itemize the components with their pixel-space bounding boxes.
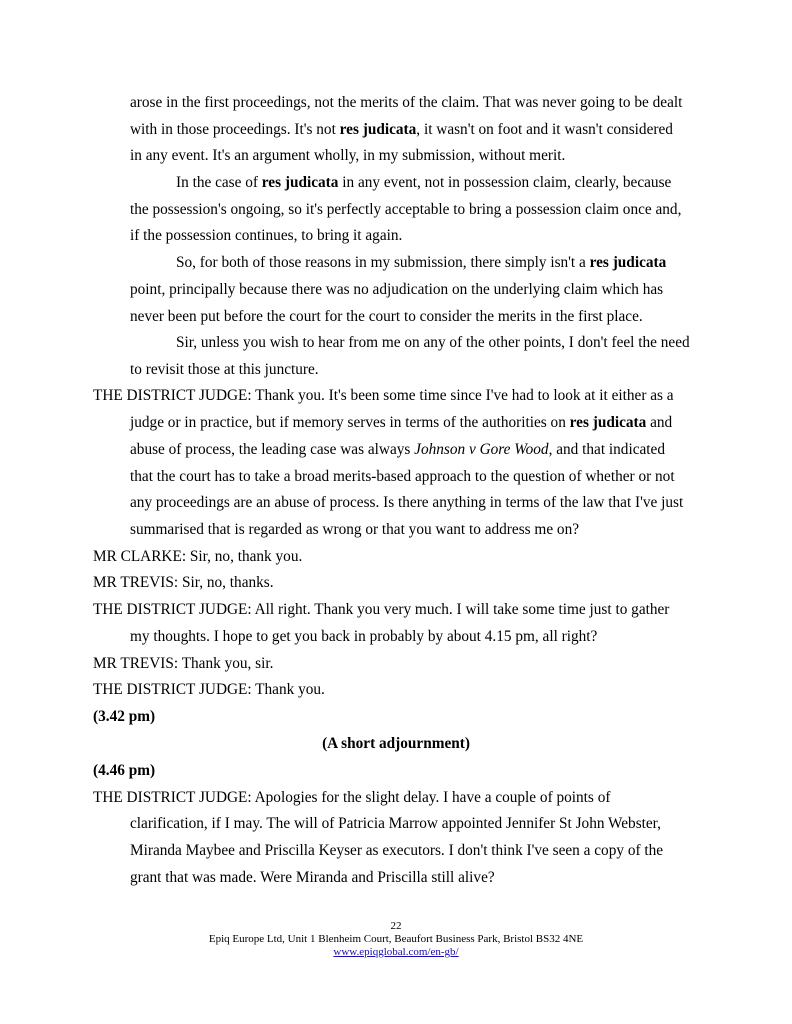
- emphasis-term: res judicata: [569, 414, 647, 431]
- emphasis-term: res judicata: [589, 254, 667, 271]
- footer-link-row: [0, 946, 792, 959]
- text-line: clarification, if I may. The will of Patricia Marrow appointed Jennifer St John Webster,: [130, 815, 661, 832]
- emphasis-term: res judicata: [261, 174, 339, 191]
- speaker-line: MR CLARKE: Sir, no, thank you.: [93, 548, 303, 565]
- adjournment-heading: (A short adjournment): [322, 735, 470, 752]
- text-line: arose in the first proceedings, not the merits of the claim. That was never going to be dealt: [130, 94, 683, 111]
- case-citation: Johnson v Gore Wood: [414, 441, 549, 458]
- timestamp: (3.42 pm): [93, 708, 156, 725]
- text-line: that the court has to take a broad merits-based approach to the question of whether or not: [130, 468, 675, 485]
- page-number: 22: [390, 920, 402, 932]
- footer-company: Epiq Europe Ltd, Unit 1 Blenheim Court, Beaufort Business Park, Bristol BS32 4NE: [208, 933, 584, 945]
- text-line: summarised that is regarded as wrong or that you want to address me on?: [130, 521, 580, 538]
- speaker-line: MR TREVIS: Sir, no, thanks.: [93, 574, 274, 591]
- text-line: abuse of process, the leading case was always Johnson v Gore Wood, and that indicated: [130, 441, 665, 458]
- text-line: my thoughts. I hope to get you back in probably by about 4.15 pm, all right?: [130, 628, 598, 645]
- speaker-line: THE DISTRICT JUDGE: Thank you.: [93, 681, 325, 698]
- footer-url-link[interactable]: www.epiqglobal.com/en-gb/: [333, 946, 459, 958]
- text-line: In the case of res judicata in any event, not in possession claim, clearly, because: [176, 174, 672, 191]
- text-line: point, principally because there was no adjudication on the underlying claim which has: [130, 281, 664, 298]
- speaker-line: MR TREVIS: Thank you, sir.: [93, 655, 274, 672]
- text-line: the possession's ongoing, so it's perfectly acceptable to bring a possession claim once and,: [130, 201, 682, 218]
- text-line: So, for both of those reasons in my submission, there simply isn't a res judicata: [176, 254, 667, 271]
- text-line: never been put before the court for the court to consider the merits in the first place.: [130, 308, 643, 325]
- text-line: judge or in practice, but if memory serves in terms of the authorities on res judicata and: [130, 414, 673, 431]
- speaker-line: THE DISTRICT JUDGE: All right. Thank you very much. I will take some time just to gather: [93, 601, 670, 618]
- text-line: Sir, unless you wish to hear from me on any of the other points, I don't feel the need: [176, 334, 690, 351]
- emphasis-term: res judicata: [339, 121, 417, 138]
- text-line: in any event. It's an argument wholly, in my submission, without merit.: [130, 147, 566, 164]
- text-line: to revisit those at this juncture.: [130, 361, 319, 378]
- speaker-line: THE DISTRICT JUDGE: Thank you. It's been some time since I've had to look at it either as a: [93, 387, 674, 404]
- text-line: grant that was made. Were Miranda and Priscilla still alive?: [130, 869, 495, 886]
- text-line: with in those proceedings. It's not res judicata, it wasn't on foot and it wasn't considered: [130, 121, 673, 138]
- speaker-line: THE DISTRICT JUDGE: Apologies for the slight delay. I have a couple of points of: [93, 789, 611, 806]
- timestamp: (4.46 pm): [93, 762, 156, 779]
- text-line: any proceedings are an abuse of process. Is there anything in terms of the law that I've just: [130, 494, 684, 511]
- text-line: if the possession continues, to bring it again.: [130, 227, 403, 244]
- text-line: Miranda Maybee and Priscilla Keyser as executors. I don't think I've seen a copy of the: [130, 842, 664, 859]
